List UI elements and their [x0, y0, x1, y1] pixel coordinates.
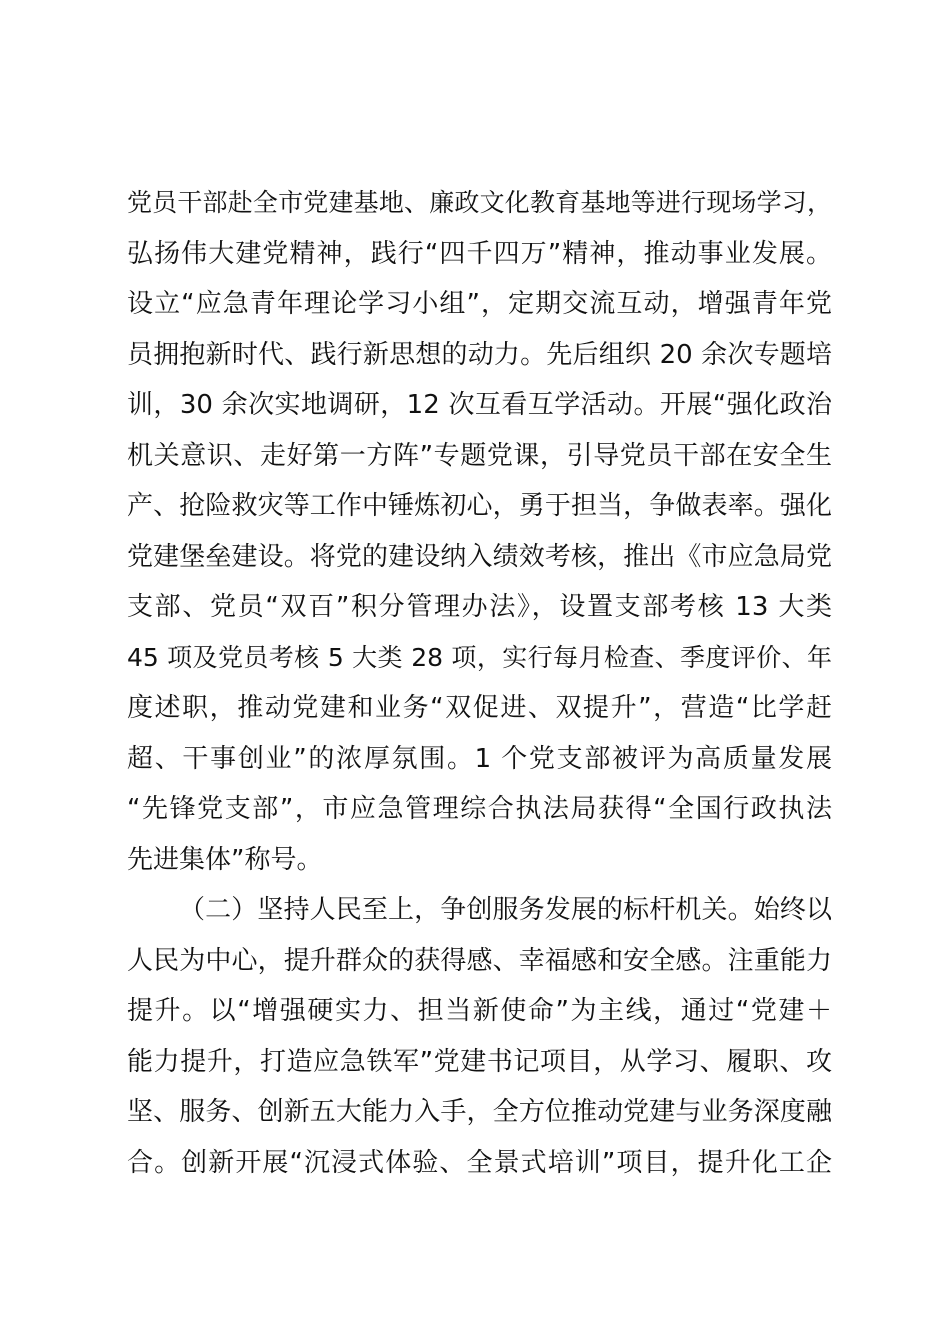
text-line: “先锋党支部”，市应急管理综合执法局获得“全国行政执法: [127, 794, 832, 824]
text-line: 度述职，推动党建和业务“双促进、双提升”，营造“比学赶: [127, 693, 832, 723]
text-line: 员拥抱新时代、践行新思想的动力。先后组织 20 余次专题培: [127, 339, 832, 370]
text-line: 能力提升，打造应急铁军”党建书记项目，从学习、履职、攻: [127, 1046, 832, 1077]
text-line: 合。创新开展“沉浸式体验、全景式培训”项目，提升化工企: [127, 1147, 832, 1178]
text-line: 弘扬伟大建党精神，践行“四千四万”精神，推动事业发展。: [127, 238, 832, 269]
body-text: [127, 178, 832, 1188]
text-line: 45 项及党员考核 5 大类 28 项，实行每月检查、季度评价、年: [127, 642, 832, 672]
text-line: 先进集体”称号。: [127, 844, 323, 875]
text-line: 机关意识、走好第一方阵”专题党课，引导党员干部在安全生: [127, 440, 832, 471]
text-line: 人民为中心，提升群众的获得感、幸福感和安全感。注重能力: [127, 945, 832, 976]
text-line: 超、干事创业”的浓厚氛围。1 个党支部被评为高质量发展: [127, 743, 832, 774]
paragraph-indent-line: （二）坚持人民至上，争创服务发展的标杆机关。始终以: [179, 895, 832, 925]
text-line: 产、抢险救灾等工作中锤炼初心，勇于担当，争做表率。强化: [127, 491, 832, 521]
text-line: 设立“应急青年理论学习小组”，定期交流互动，增强青年党: [127, 289, 832, 319]
text-line: 训，30 余次实地调研，12 次互看互学活动。开展“强化政治: [127, 390, 832, 420]
text-line: 支部、党员“双百”积分管理办法》，设置支部考核 13 大类: [127, 592, 832, 622]
text-line: 坚、服务、创新五大能力入手，全方位推动党建与业务深度融: [127, 1097, 832, 1127]
text-line: 党建堡垒建设。将党的建设纳入绩效考核，推出《市应急局党: [127, 541, 832, 572]
text-line: 党员干部赴全市党建基地、廉政文化教育基地等进行现场学习，: [127, 188, 832, 217]
text-line: 提升。以“增强硬实力、担当新使命”为主线，通过“党建＋: [127, 996, 832, 1026]
